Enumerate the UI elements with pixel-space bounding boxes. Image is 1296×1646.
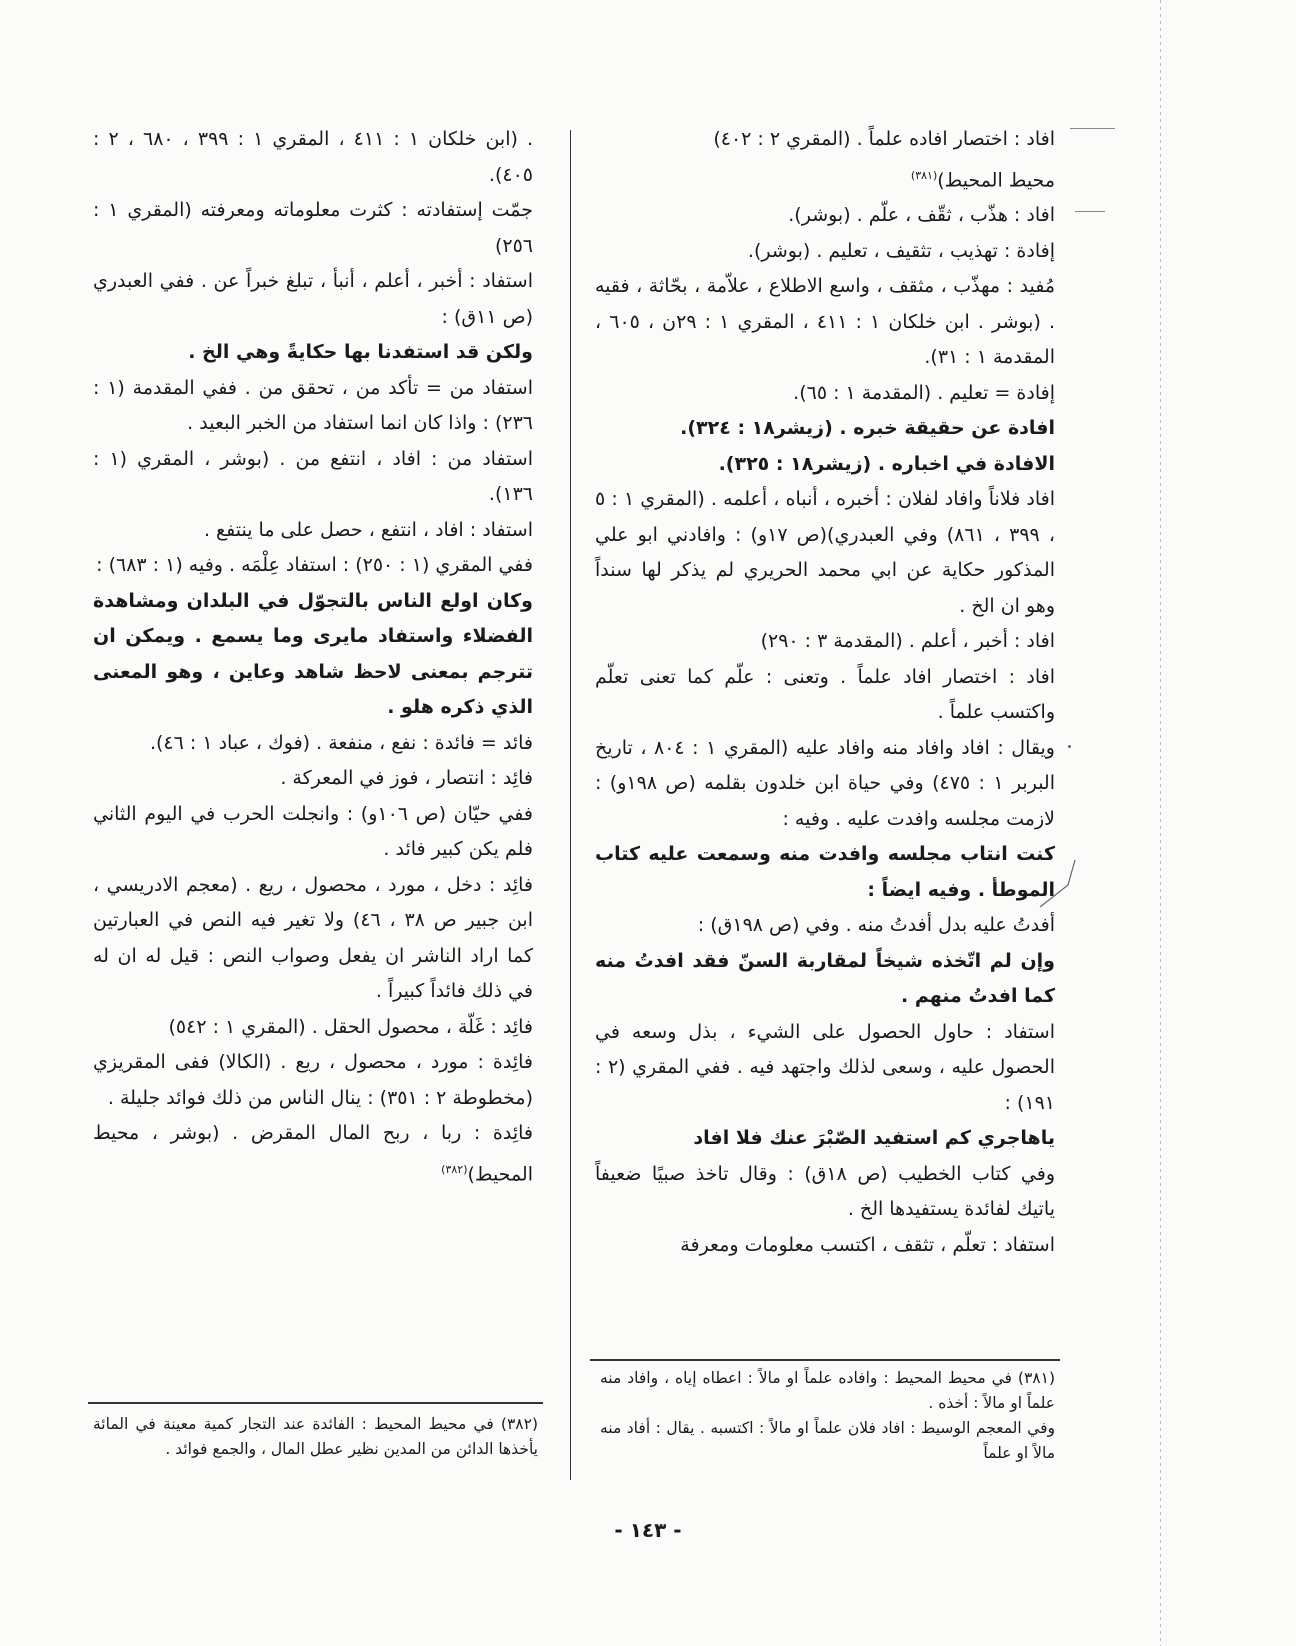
entry-paragraph [93,513,533,549]
footnotes-right [600,1366,1055,1466]
entry-text: استفاد : افاد ، انتفع ، حصل على ما ينتفع . [203,518,533,541]
entry-paragraph [595,1157,1055,1228]
entry-paragraph [93,442,533,513]
entry-text: ياهاجري كم استفيد الصّبْرَ عنك فلا افاد [693,1127,1055,1150]
entry-paragraph [93,584,533,726]
entry-text: افاد : اختصار افاده علماً . (المقري ٢ : ٤٠٢) [713,128,1055,150]
entry-paragraph [93,797,533,868]
entry-paragraph [595,447,1055,483]
footnote-marker: (٣٨١) [910,168,938,182]
entry-text: إفادة : تهذيب ، تثقيف ، تعليم . (بوشر). [747,239,1055,262]
entry-text: افاد : هذّب ، ثقّف ، علّم . (بوشر). [788,204,1055,227]
entry-text: افاد : أخبر ، أعلم . (المقدمة ٣ : ٢٩٠) [760,630,1055,653]
footnote-381-line2: وفي المعجم الوسيط : افاد فلان علماً او مالاً : اكتسبه . يقال : أفاد منه مالاً او علماً [600,1419,1055,1462]
entry-paragraph [93,1116,533,1192]
entry-paragraph [595,837,1055,908]
entry-paragraph [93,264,533,335]
entry-text: افادة عن حقيقة خبره . (زيشر١٨ : ٣٢٤). [680,417,1055,440]
entry-text: فائد = فائدة : نفع ، منفعة . (فوك ، عباد ١ : ٤٦). [149,731,533,754]
entry-paragraph [595,158,1055,199]
entry-text: استفاد : أخبر ، أعلم ، أنبأ ، تبلغ خبراً عن . ففي العبدري (ص ١١ق) : [93,270,533,328]
entry-text: محيط المحيط) [937,168,1055,191]
footnote-381-line1: (٣٨١) في محيط المحيط : وافاده علماً او مالاً : اعطاه إياه ، وافاد منه علماً او مالاً : أخذه . [600,1369,1055,1412]
entry-paragraph [595,1228,1055,1264]
entry-paragraph [93,193,533,264]
entry-text: استفاد : تعلّم ، تثقف ، اكتسب معلومات ومعرفة [680,1233,1055,1256]
entry-paragraph [93,548,533,584]
entry-text: ولكن قد استفدنا بها حكايةً وهي الخ . [188,341,533,363]
column-divider [570,130,571,1480]
margin-dot [1068,745,1071,748]
entry-paragraph [93,335,533,371]
entry-text: استفاد : حاول الحصول على الشيء ، بذل وسعه في الحصول عليه ، وسعى لذلك واجتهد فيه . ففي المقري (٢ : ١٩١) : [595,1020,1055,1114]
entry-text: وفي كتاب الخطيب (ص ١٨ق) : وقال تاخذ صبيًا ضعيفاً ياتيك لفائدة يستفيدها الخ . [595,1162,1055,1221]
entry-text: افاد فلاناً وافاد لفلان : أخبره ، أنباه ، أعلمه . (المقري ١ : ٥ ، ٣٩٩ ، ٨٦١) وفي العبدري)(ص ١٧و) : وافادني ابو علي المذكور حكاية عن ابي محمد الحريري لم يذكر لها سنداً وهو ان الخ . [595,488,1056,617]
footnote-rule-right [590,1359,1060,1361]
entry-paragraph [93,868,533,1010]
entry-text: إفادة = تعليم . (المقدمة ١ : ٦٥). [793,381,1055,404]
footnote-382: (٣٨٢) في محيط المحيط : الفائدة عند التجار كمية معينة في المائة يأخذها الدائن من المدين نظير عطل المال ، والجمع فوائد . [93,1415,538,1458]
entry-text: فائِدة : ربا ، ربح المال المقرض . (بوشر ، محيط المحيط) [93,1122,533,1185]
entry-paragraph [595,376,1055,412]
entry-text: الافادة في اخباره . (زيشر١٨ : ٣٢٥). [718,452,1055,475]
entry-paragraph [595,944,1055,1015]
entry-paragraph [595,624,1055,660]
entry-paragraph [595,1121,1055,1157]
entry-text: وإن لم اتّخذه شيخاً لمقاربة السنّ فقد افدتُ منه كما افدتُ منهم . [595,949,1055,1008]
entry-paragraph [93,1010,533,1046]
entry-paragraph [595,660,1055,731]
footnote-rule-left [88,1402,543,1404]
entry-paragraph [93,761,533,797]
entry-text: كنت انتاب مجلسه وافدت منه وسمعت عليه كتاب الموطأ . وفيه ايضاً : [595,843,1055,901]
entry-text: استفاد من : افاد ، انتفع من . (بوشر ، المقري (١ : ١٣٦). [93,447,533,505]
entry-text: استفاد من = تأكد من ، تحقق من . ففي المقدمة (١ : ٢٣٦) : واذا كان انما استفاد من الخبر البعيد . [93,376,533,434]
entry-paragraph [93,371,533,442]
entry-paragraph [93,122,533,193]
entry-text: ففي المقري (١ : ٢٥٠) : استفاد عِلْمَه . وفيه (١ : ٦٨٣) : [96,554,533,576]
footnotes-left [93,1412,538,1462]
entry-paragraph [595,731,1055,838]
entry-paragraph [595,482,1055,624]
entry-text: وكان اولع الناس بالتجوّل في البلدان ومشاهدة الفضلاء واستفاد مايرى وما يسمع . ويمكن ان تترجم بمعنى لاحظ شاهد وعاين ، وهو المعنى الذي ذكره هلو . [93,589,533,718]
entry-paragraph [595,411,1055,447]
entry-text: مُفيد : مهذّب ، مثقف ، واسع الاطلاع ، علاّمة ، بحّاثة ، فقيه . (بوشر . ابن خلكان ١ : ٤١١ ، المقري ١ : ٢٩ن ، ٦٠٥ ، المقدمة ١ : ٣١). [595,275,1056,369]
page-edge-line [1160,0,1161,1646]
entry-paragraph [93,726,533,762]
entry-text: فائِدة : مورد ، محصول ، ريع . (الكالا) ففى المقريزي (مخطوطة ٢ : ٣٥١) : ينال الناس من ذلك فوائد جليلة . [93,1051,533,1109]
entry-paragraph [595,234,1055,270]
entry-text: افاد : اختصار افاد علماً . وتعنى : علّم كما تعنى تعلّم واكتسب علماً . [595,665,1055,724]
margin-dash [1075,211,1105,212]
entry-text: أفدتُ عليه بدل أفدتُ منه . وفي (ص ١٩٨ق) : [697,914,1055,937]
entry-text: جمّت إستفادته : كثرت معلوماته ومعرفته (المقري ١ : ٢٥٦) [93,199,533,257]
page-number: - ١٤٣ - [614,1518,682,1542]
right-column [595,122,1055,1263]
entry-text: . (ابن خلكان ١ : ٤١١ ، المقري ١ : ٣٩٩ ، ٦٨٠ ، ٢ : ٤٠٥). [93,128,534,186]
entry-paragraph [595,122,1055,158]
entry-paragraph [595,908,1055,944]
entry-paragraph [93,1045,533,1116]
margin-dash [1070,128,1115,129]
entry-paragraph [595,1015,1055,1122]
left-column [93,122,533,1192]
entry-text: ويقال : افاد وافاد منه وافاد عليه (المقري ١ : ٨٠٤ ، تاريخ البربر ١ : ٤٧٥) وفي حياة ابن خلدون بقلمه (ص ١٩٨و) : لازمت مجلسه وافدت عليه . وفيه : [595,736,1056,830]
entry-text: فائِد : غَلّة ، محصول الحقل . (المقري ١ : ٥٤٢) [168,1015,533,1038]
entry-text: ففي حيّان (ص ١٠٦و) : وانجلت الحرب في اليوم الثاني فلم يكن كبير فائد . [93,802,533,860]
footnote-marker: (٣٨٢) [441,1162,468,1176]
entry-text: فائِد : انتصار ، فوز في المعركة . [280,767,533,789]
entry-paragraph [595,269,1055,376]
entry-text: فائِد : دخل ، مورد ، محصول ، ريع . (معجم الادريسي ، ابن جبير ص ٣٨ ، ٤٦) ولا تغير فيه النص في العبارتين كما اراد الناشر ان يفعل وصواب النص : قيل له ان له في ذلك فائداً كبيراً . [93,873,533,1002]
entry-paragraph [595,198,1055,234]
